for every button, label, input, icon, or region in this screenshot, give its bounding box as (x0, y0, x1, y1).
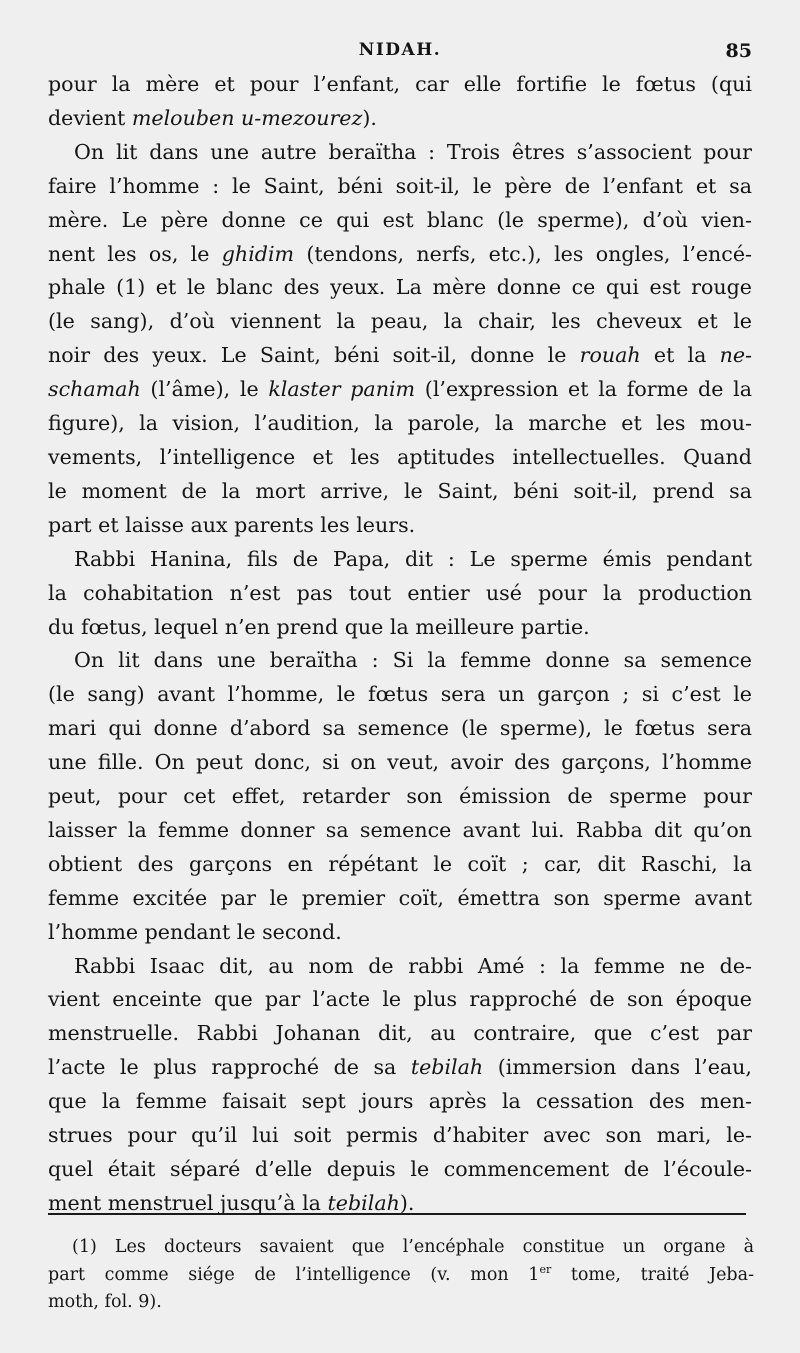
running-title: NIDAH. (358, 40, 442, 60)
text-line: du fœtus, lequel n’en prend que la meilleure partie. (48, 614, 590, 639)
body-text (48, 68, 752, 1221)
paragraph-2 (48, 136, 752, 543)
text-line: peut, pour cet effet, retarder son émission de sperme pour (48, 784, 752, 809)
text-line: vient enceinte que par l’acte le plus rapproché de son époque (48, 987, 752, 1012)
text-span: (immersion dans l’eau, (483, 1055, 752, 1080)
footnote-divider (48, 1213, 746, 1215)
italic-term: ne- (719, 343, 752, 368)
text-line (48, 1051, 752, 1085)
italic-term: tebilah (327, 1190, 400, 1215)
text-line: On lit dans une autre beraïtha : Trois êtres s’associent pour (74, 139, 752, 164)
text-span: ment menstruel jusqu’à la (48, 1190, 328, 1215)
text-line: laisser la femme donner sa semence avant lui. Rabba dit qu’on (48, 817, 752, 842)
paragraph-1 (48, 68, 752, 136)
text-span: tome, traité Jeba- (551, 1264, 754, 1285)
paragraph-5 (48, 950, 752, 1221)
text-line: pour la mère et pour l’enfant, car elle fortifie le fœtus (qui (48, 72, 752, 96)
text-line (48, 102, 752, 136)
text-line: que la femme faisait sept jours après la cessation des men- (48, 1089, 752, 1114)
text-line: femme excitée par le premier coït, émettra son sperme avant (48, 885, 752, 910)
text-line: une fille. On peut donc, si on veut, avoir des garçons, l’homme (48, 750, 752, 775)
footnote (48, 1234, 754, 1317)
text-line: menstruelle. Rabbi Johanan dit, au contraire, que c’est par (48, 1021, 752, 1046)
text-line: mari qui donne d’abord sa semence (le sperme), le fœtus sera (48, 716, 752, 741)
text-line: strues pour qu’il lui soit permis d’habiter avec son mari, le- (48, 1123, 752, 1148)
page-number: 85 (725, 40, 752, 62)
italic-term: ghidim (221, 241, 295, 266)
superscript: er (539, 1262, 552, 1276)
text-line (48, 339, 752, 373)
text-line: la cohabitation n’est pas tout entier usé pour la production (48, 580, 752, 605)
text-line (48, 238, 752, 272)
text-line: l’homme pendant le second. (48, 919, 342, 944)
text-span: (tendons, nerfs, etc.), les ongles, l’encé- (294, 241, 752, 266)
paragraph-4 (48, 644, 752, 949)
text-line: le moment de la mort arrive, le Saint, béni soit-il, prend sa (48, 478, 752, 503)
text-span: noir des yeux. Le Saint, béni soit-il, donne le (48, 343, 580, 368)
italic-term: rouah (579, 343, 641, 368)
text-span: l’acte le plus rapproché de sa (48, 1055, 411, 1080)
text-line: mère. Le père donne ce qui est blanc (le sperme), d’où vien- (48, 207, 752, 232)
text-span: nent les os, le (48, 241, 222, 266)
text-span: part comme siége de l’intelligence (v. mon 1 (48, 1264, 540, 1285)
text-line: vements, l’intelligence et les aptitudes intellectuelles. Quand (48, 444, 752, 469)
text-line: phale (1) et le blanc des yeux. La mère donne ce qui est rouge (48, 275, 752, 300)
footnote-line: (1) Les docteurs savaient que l’encéphale constitue un organe à (72, 1237, 754, 1257)
text-span: devient (48, 105, 132, 130)
text-line: part et laisse aux parents les leurs. (48, 512, 416, 537)
paragraph-3 (48, 543, 752, 645)
text-line: quel était séparé d’elle depuis le commencement de l’écoule- (48, 1157, 752, 1181)
text-line: Rabbi Hanina, fils de Papa, dit : Le sperme émis pendant (74, 546, 752, 571)
italic-term: tebilah (410, 1055, 484, 1080)
text-line: (le sang) avant l’homme, le fœtus sera un garçon ; si c’est le (48, 682, 752, 707)
text-span: ). (399, 1190, 415, 1215)
footnote-line: moth, fol. 9). (48, 1292, 162, 1312)
text-span: (l’âme), le (140, 377, 269, 402)
text-line: (le sang), d’où viennent la peau, la chair, les cheveux et le (48, 309, 752, 334)
text-line (48, 1187, 752, 1221)
text-line: figure), la vision, l’audition, la parole, la marche et les mou- (48, 411, 752, 436)
text-line: faire l’homme : le Saint, béni soit-il, le père de l’enfant et sa (48, 173, 752, 198)
text-span: ). (362, 105, 377, 130)
italic-term: melouben u-mezourez (131, 105, 363, 130)
footnote-line (48, 1262, 754, 1290)
text-line: Rabbi Isaac dit, au nom de rabbi Amé : la femme ne de- (74, 953, 752, 978)
text-line (48, 373, 752, 407)
text-line: On lit dans une beraïtha : Si la femme donne sa semence (74, 648, 752, 673)
text-span: et la (640, 343, 720, 368)
italic-term: klaster panim (268, 377, 416, 402)
text-line: obtient des garçons en répétant le coït ; car, dit Raschi, la (48, 851, 752, 876)
italic-term: schamah (48, 377, 141, 402)
text-span: (l’expression et la forme de la (415, 377, 752, 402)
